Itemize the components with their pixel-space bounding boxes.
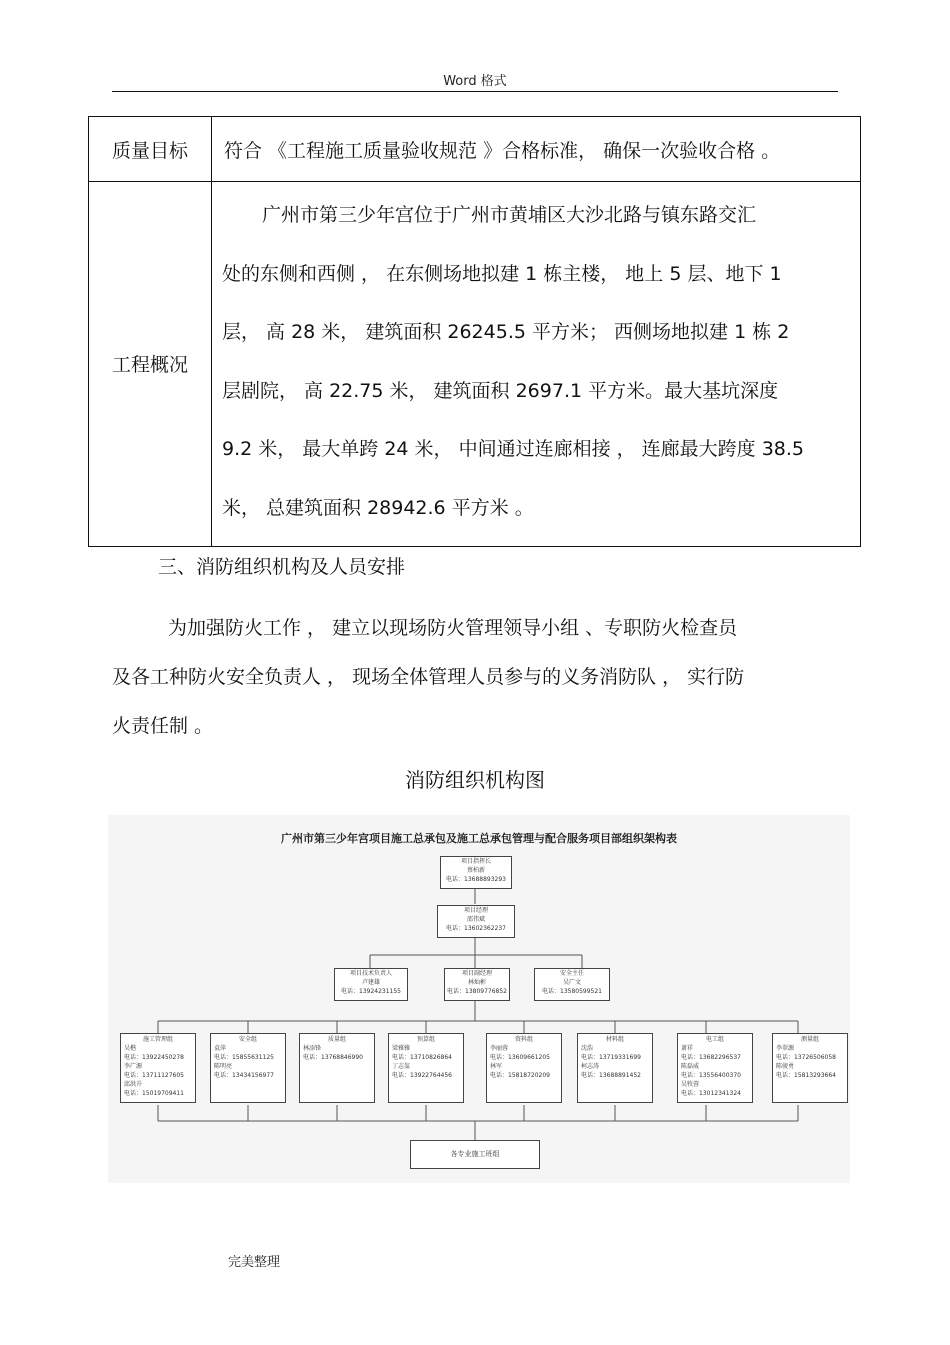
node-line: 电话：13809776852: [447, 988, 507, 995]
overview-line: 处的东侧和西侧 ， 在东侧场地拟建 1 栋主楼， 地上 5 层、地下 1: [222, 262, 782, 285]
team-line: 电话：15818720209: [490, 1072, 550, 1079]
team-line: 吴牧蓉: [681, 1081, 700, 1088]
team-line: 电话：15855631125: [214, 1054, 274, 1061]
table-row: [89, 182, 861, 547]
node-line: 邵伟斌: [466, 916, 485, 923]
team-line: 电话：13922764456: [392, 1072, 452, 1079]
team-box-construction: [120, 1033, 196, 1103]
team-line: 电话：13609661205: [490, 1054, 550, 1061]
team-line: 林添锋: [303, 1045, 322, 1052]
team-box-quality: [299, 1033, 375, 1103]
org-node-project-manager: [437, 905, 515, 938]
body-paragraph: [112, 604, 838, 751]
team-line: 电话：13556400370: [681, 1072, 741, 1079]
team-line: 林军: [490, 1063, 503, 1070]
chart-caption: 消防组织机构图: [405, 768, 545, 792]
node-line: 项目副经理: [461, 970, 492, 977]
node-line: 林灿彬: [467, 979, 486, 986]
team-line: 吴楷: [124, 1045, 137, 1052]
team-title: 资料组: [514, 1036, 533, 1043]
paragraph-line: 及各工种防火安全负责人 ， 现场全体管理人员参与的义务消防队 ， 实行防: [112, 666, 745, 688]
team-title: 测量组: [800, 1036, 819, 1043]
team-line: 丁志玺: [392, 1063, 411, 1070]
page-header: Word 格式: [443, 74, 507, 89]
team-box-documents: [486, 1033, 562, 1103]
team-title: 质量组: [327, 1036, 346, 1043]
table-row: [89, 117, 861, 182]
team-line: 沈浩: [581, 1045, 594, 1052]
team-line: 电话：13719331699: [581, 1054, 641, 1061]
team-line: 电话：13434156977: [214, 1072, 274, 1079]
team-line: 陈明亮: [214, 1063, 233, 1070]
team-line: 李丽蓉: [490, 1045, 509, 1052]
overview-line: 层， 高 28 米， 建筑面积 26245.5 平方米； 西侧场地拟建 1 栋 2: [222, 321, 790, 344]
team-box-budget: [388, 1033, 464, 1103]
node-line: 吴广文: [562, 979, 581, 986]
node-line: 卢建雄: [361, 979, 380, 986]
team-line: 电话：13726506058: [776, 1054, 836, 1061]
node-line: 蔡柏新: [466, 867, 485, 874]
org-node-safety-director: [534, 968, 610, 1001]
team-line: 电话：13688891452: [581, 1072, 641, 1079]
node-line: 项目经理: [463, 907, 488, 914]
paragraph-line: 火责任制 。: [112, 715, 214, 737]
team-line: 梁雅雅: [392, 1045, 411, 1052]
team-line: 李广源: [124, 1063, 143, 1070]
team-box-safety: [210, 1033, 286, 1103]
team-line: 陈磊威: [681, 1063, 700, 1070]
overview-line: 层剧院， 高 22.75 米， 建筑面积 2697.1 平方米。最大基坑深度: [222, 379, 779, 402]
team-line: 李翠源: [776, 1045, 795, 1052]
team-line: 萧祥: [681, 1045, 694, 1052]
node-line: 项目指挥长: [460, 858, 491, 865]
paragraph-line: 为加强防火工作 ， 建立以现场防火管理领导小组 、专职防火检查员: [168, 617, 738, 639]
team-line: 电话：15019709411: [124, 1090, 184, 1097]
overview-value: [212, 182, 861, 547]
team-line: 柯志涛: [581, 1063, 600, 1070]
team-box-survey: [772, 1033, 848, 1103]
org-chart-figure: [108, 815, 850, 1183]
team-line: 陈骏勇: [776, 1063, 795, 1070]
team-line: 邱洪升: [124, 1081, 143, 1088]
team-title: 预算组: [416, 1036, 435, 1043]
node-line: 安全主任: [559, 970, 584, 977]
team-box-electrical: [677, 1033, 753, 1103]
org-chart-title: 广州市第三少年宫项目施工总承包及施工总承包管理与配合服务项目部组织架构表: [281, 832, 677, 845]
header-rule: [112, 91, 838, 92]
team-line: 电话：13711127605: [124, 1072, 184, 1079]
team-line: 电话：13710826864: [392, 1054, 452, 1061]
org-node-commander: [440, 856, 512, 889]
team-title: 安全组: [238, 1036, 257, 1043]
team-box-materials: [577, 1033, 653, 1103]
org-node-trade-crews: 各专业施工班组: [410, 1140, 540, 1169]
team-title: 施工管理组: [142, 1036, 173, 1043]
org-node-tech-lead: [334, 968, 408, 1001]
overview-line: 9.2 米， 最大单跨 24 米， 中间通过连廊相接 ， 连廊最大跨度 38.5: [222, 438, 805, 461]
team-line: 电话：15813293664: [776, 1072, 836, 1079]
team-line: 电话：13922450278: [124, 1054, 184, 1061]
node-line: 电话：13688893293: [446, 876, 506, 883]
team-line: 电话：13768846990: [303, 1054, 363, 1061]
page-footer: 完美整理: [228, 1255, 281, 1270]
overview-line: 广州市第三少年宫位于广州市黄埔区大沙北路与镇东路交汇: [262, 204, 757, 226]
org-node-deputy-manager: [444, 968, 510, 1001]
team-line: 袁萍: [214, 1045, 227, 1052]
node-line: 电话：13602362237: [446, 925, 506, 932]
team-line: 电话：13682296537: [681, 1054, 741, 1061]
section-heading: 三、消防组织机构及人员安排: [158, 556, 406, 578]
node-line: 电话：13924231155: [341, 988, 401, 995]
overview-line: 米， 总建筑面积 28942.6 平方米 。: [222, 496, 534, 519]
team-title: 电工组: [705, 1036, 724, 1043]
team-title: 材料组: [605, 1036, 624, 1043]
overview-label: 工程概况: [89, 182, 212, 547]
quality-goal-value: 符合 《工程施工质量验收规范 》合格标准， 确保一次验收合格 。: [212, 117, 861, 182]
project-info-table: [88, 116, 861, 547]
node-line: 项目技术负责人: [349, 970, 392, 977]
node-line: 电话：13580599521: [542, 988, 602, 995]
quality-goal-label: 质量目标: [89, 117, 212, 182]
team-line: 电话：13012341324: [681, 1090, 741, 1097]
